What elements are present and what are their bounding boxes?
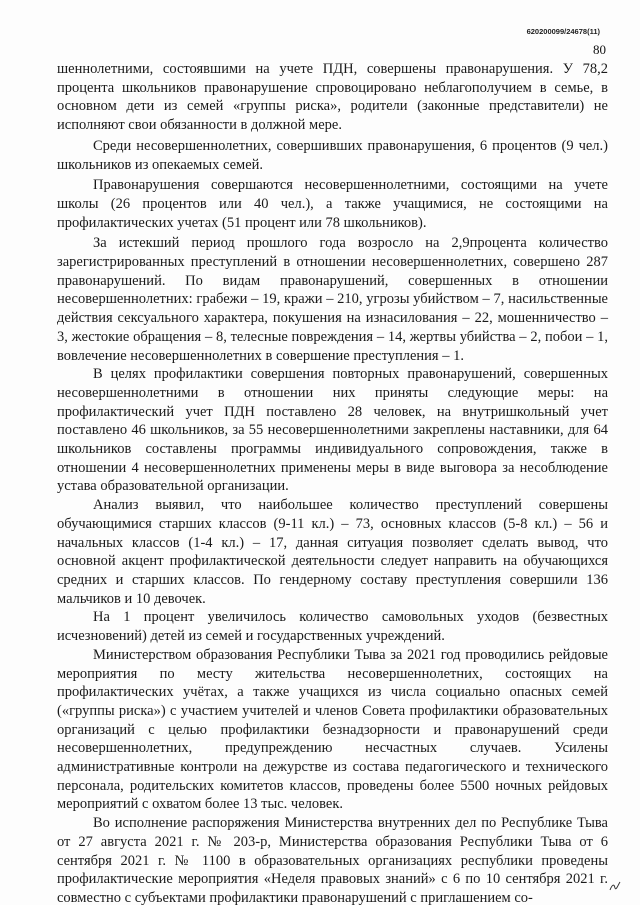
paragraph: Анализ выявил, что наибольшее количество преступлений совершены обучающимися старших классов (9-11 кл.) – 73, основных классов (5-8 кл.) – 56 и начальных классов (1-4 кл.) – 17, данная ситуация позволяет сделать вывод, что основной акцент профилактической деятельности следует направить на обучающихся средних и старших классов. По гендерному составу преступления совершили 136 мальчиков и 10 девочек. (57, 497, 608, 607)
paragraph: На 1 процент увеличилось количество самовольных уходов (безвестных исчезновений) детей из семей и государственных учреждений. (57, 609, 608, 645)
paragraph: Во исполнение распоряжения Министерства внутренних дел по Республике Тыва от 27 августа 2021 г. № 203-р, Министерства образования Республики Тыва от 6 сентября 2021 г. № 1100 в образовательных организациях республики проведены профилактические мероприятия «Неделя правовых знаний» с 6 по 10 сентября 2021 г. совместно с субъектами профилактики правонарушений с приглашением со- (57, 815, 608, 906)
paragraph: Среди несовершеннолетних, совершивших правонарушения, 6 процентов (9 чел.) школьников из опекаемых семей. (57, 137, 608, 173)
paragraph: Министерством образования Республики Тыва за 2021 год проводились рейдовые мероприятия по месту жительства несовершеннолетних, состоящих на профилактических учётах, а также учащихся из числа социально опасных семей («группы риска») с участием учителей и членов Совета профилактики образовательных организаций с целью профилактики безнадзорности и правонарушений среди несовершеннолетних, предупреждению несчастных случаев. Усилены административные контроли на дежурстве из состава педагогического и технического персонала, родительских комитетов классов, проведены более 5500 ночных рейдовых мероприятий с охватом более 13 тыс. человек. (57, 646, 608, 813)
paragraph: За истекший период прошлого года возросло на 2,9процента количество зарегистрированных преступлений в отношении несовершеннолетних, совершено 287 правонарушений. По видам правонарушений, совершенных в отношении несовершеннолетних: грабежи – 19, кражи – 210, угрозы убийством – 7, насильственные действия сексуального характера, покушения на изнасилования – 22, мошенничество – 3, жестокие обращения – 8, телесные повреждения – 14, жертвы убийства – 2, побои – 1, вовлечение несовершеннолетних в совершение преступления – 1. (57, 235, 608, 364)
page-number: 80 (593, 42, 606, 57)
paragraph: В целях профилактики совершения повторных правонарушений, совершенных несовершеннолетними в отношении них приняты следующие меры: на профилактический учет ПДН поставлено 28 человек, на внутришкольный учет поставлено 46 школьников, за 55 несовершеннолетними закреплены наставники, для 64 школьников составлены программы индивидуального сопровождения, также в отношении 4 несовершеннолетних применены меры в виде выговора за несоблюдение устава образовательной организации. (57, 366, 608, 495)
paragraph: шеннолетними, состоявшими на учете ПДН, совершены правонарушения. У 78,2 процента школьников правонарушение спровоцировано неблагополучием в семье, в основном дети из семей «группы риска», родители (законные представители) не исполняют свои обязанности в должной мере. (57, 61, 608, 134)
document-registration-number: 620200099/24678(11) (526, 27, 600, 36)
handwritten-mark-icon (608, 879, 622, 893)
paragraph: Правонарушения совершаются несовершеннолетними, состоящими на учете школы (26 процентов или 40 чел.), а также учащимися, не состоящими на профилактических учетах (51 процент или 78 школьников). (57, 177, 608, 231)
body-text (57, 60, 608, 908)
